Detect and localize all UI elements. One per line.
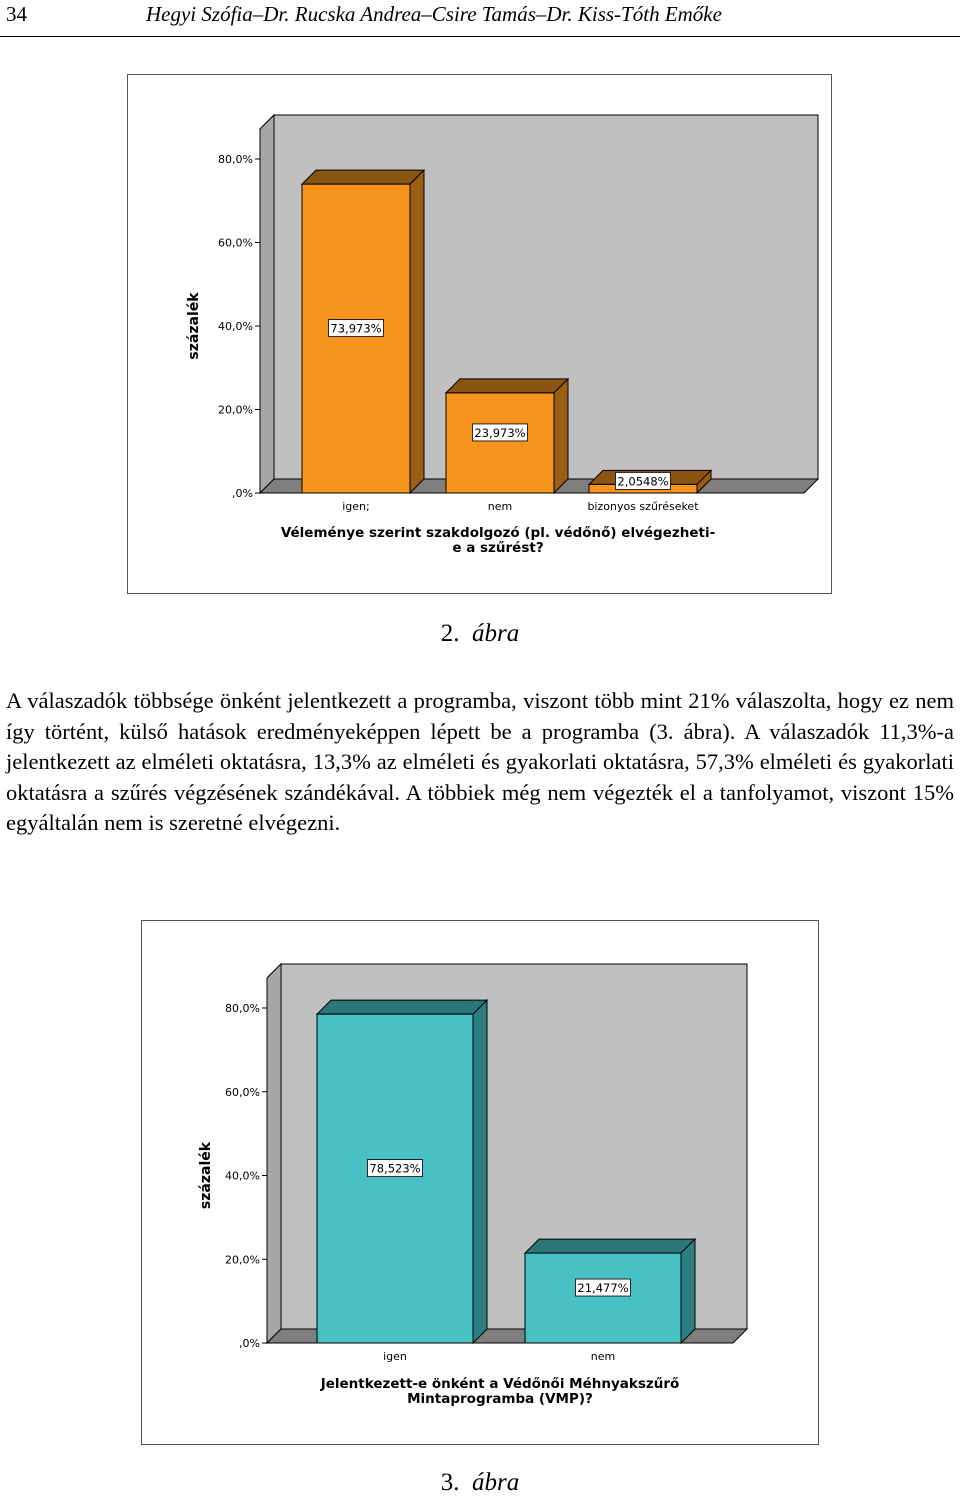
fig2-y-tick-label: 60,0% [218,236,253,250]
fig3-category-label-1: igen [383,1350,407,1363]
fig3-bar-side-1 [473,1000,487,1343]
fig2-bar-top-1 [302,170,424,184]
page-number: 34 [6,2,27,26]
fig2-category-label-1: igen; [342,500,370,513]
fig2-bar-top-2 [446,379,568,393]
fig2-y-tick-label: 20,0% [218,403,253,417]
fig2-bar-side-2 [554,379,568,493]
figure-2-caption-number: 2. [440,620,460,647]
fig3-y-axis-label: százalék [198,1141,214,1210]
fig2-value-label-3: 2,0548% [617,474,669,489]
fig2-bar-2 [446,393,554,493]
fig3-bar-2 [525,1253,681,1343]
body-paragraph: A válaszadók többsége önként jelentkezett a programba, viszont több mint 21% válaszolta, hogy ez nem így történt, külső hatások eredményeképpen lépett be a programba (3. ábra). A válaszadók 11,3%-a jelentkezett az elméleti oktatásra, 13,3% az elméleti és gyakorlati oktatásra, 57,3% elméleti és gyakorlati oktatásra a szűrés végzésének szándékával. A többiek még nem végezték el a tanfolyamot, viszont 15% egyáltalán nem is szeretné elvégezni. [6,688,954,835]
fig2-bar-1 [302,184,410,493]
fig3-y-tick-label: 60,0% [225,1085,260,1099]
fig2-value-label-2: 23,973% [474,425,526,440]
figure-3-caption-word: ábra [472,1469,520,1496]
figure-3-chart [141,920,819,1445]
fig2-category-label-3: bizonyos szűréseket [587,500,699,513]
fig2-value-label-1: 73,973% [330,321,382,336]
fig2-y-tick-label: 40,0% [218,320,253,333]
fig2-x-axis-title-line-1: Véleménye szerint szakdolgozó (pl. védőnő) elvégezheti- [280,525,716,541]
figure-3-caption [0,1469,960,1497]
fig3-category-label-2: nem [590,1350,616,1363]
fig3-bar-top-1 [317,1000,487,1014]
fig2-x-axis-title-line-2: e a szűrést? [452,540,544,556]
fig3-bar-top-2 [525,1239,695,1253]
fig3-y-tick-label: 20,0% [225,1253,260,1267]
fig3-y-tick-label: 40,0% [225,1169,260,1183]
fig2-y-axis-label: százalék [186,292,202,360]
fig3-x-axis-title-line-2: Mintaprogramba (VMP)? [407,1391,593,1407]
fig3-bar-side-2 [681,1239,695,1343]
running-head: Hegyi Szófia–Dr. Rucska Andrea–Csire Tamás–Dr. Kiss-Tóth Emőke [146,2,722,26]
fig2-y-tick-label: ,0% [232,487,253,500]
fig3-y-tick-label: 80,0% [225,1002,260,1015]
fig3-bar-1 [317,1014,473,1343]
fig2-y-tick-label: 80,0% [218,153,253,166]
fig3-side-wall [267,964,281,1343]
fig2-side-wall [260,115,274,493]
fig3-value-label-1: 78,523% [369,1161,421,1176]
fig2-bar-side-1 [410,170,424,493]
page-header [0,0,960,37]
fig3-x-axis-title-line-1: Jelentkezett-e önként a Védőnői Méhnyakszűrő [320,1376,680,1392]
fig2-category-label-2: nem [487,500,513,513]
fig3-y-tick-label: ,0% [239,1337,260,1350]
figure-2-chart [127,74,832,594]
figure-3-caption-number: 3. [440,1469,460,1496]
figure-2-caption [0,620,960,648]
figure-2-caption-word: ábra [472,620,520,647]
fig3-value-label-2: 21,477% [577,1281,629,1296]
